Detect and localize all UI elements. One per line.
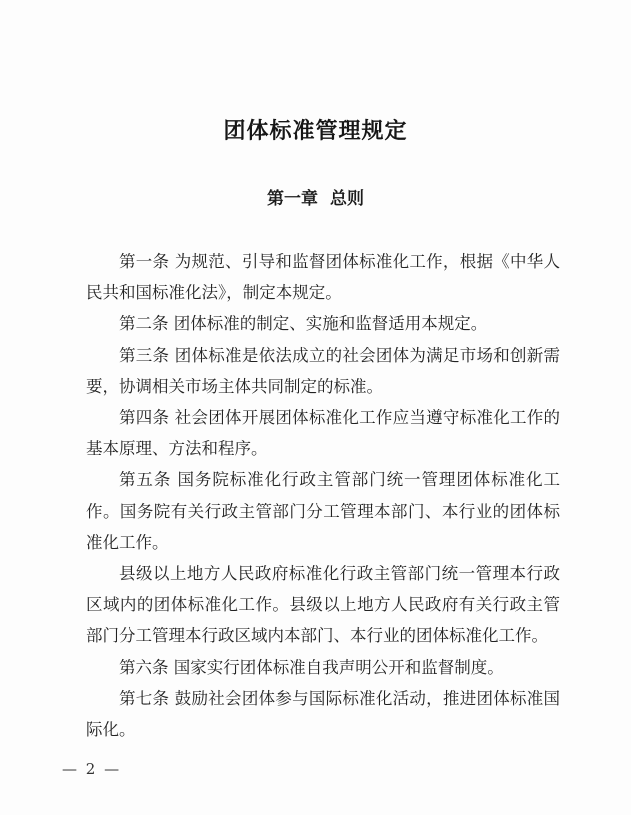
document-body <box>86 246 560 745</box>
article-5-continuation-paragraph: 县级以上地方人民政府标准化行政主管部门统一管理本行政区域内的团体标准化工作。县级以上地方人民政府有关行政主管部门分工管理本行政区域内本部门、本行业的团体标准化工作。 <box>86 564 560 646</box>
page-number: — 2 — <box>62 760 122 778</box>
chapter-heading: 第一章 总则 <box>267 189 364 209</box>
article-5-paragraph: 第五条 国务院标准化行政主管部门统一管理团体标准化工作。国务院有关行政主管部门分工管理本部门、本行业的团体标准化工作。 <box>86 470 560 552</box>
article-3-paragraph: 第三条 团体标准是依法成立的社会团体为满足市场和创新需要，协调相关市场主体共同制定的标准。 <box>86 345 560 396</box>
article-2-paragraph: 第二条 团体标准的制定、实施和监督适用本规定。 <box>119 314 488 334</box>
article-1-paragraph: 第一条 为规范、引导和监督团体标准化工作，根据《中华人民共和国标准化法》，制定本规定。 <box>86 252 560 303</box>
article-7-paragraph: 第七条 鼓励社会团体参与国际标准化活动，推进团体标准国际化。 <box>86 688 560 740</box>
article-6-paragraph: 第六条 国家实行团体标准自我声明公开和监督制度。 <box>119 657 504 677</box>
article-4-paragraph: 第四条 社会团体开展团体标准化工作应当遵守标准化工作的基本原理、方法和程序。 <box>86 408 560 459</box>
document-title: 团体标准管理规定 <box>223 118 408 144</box>
